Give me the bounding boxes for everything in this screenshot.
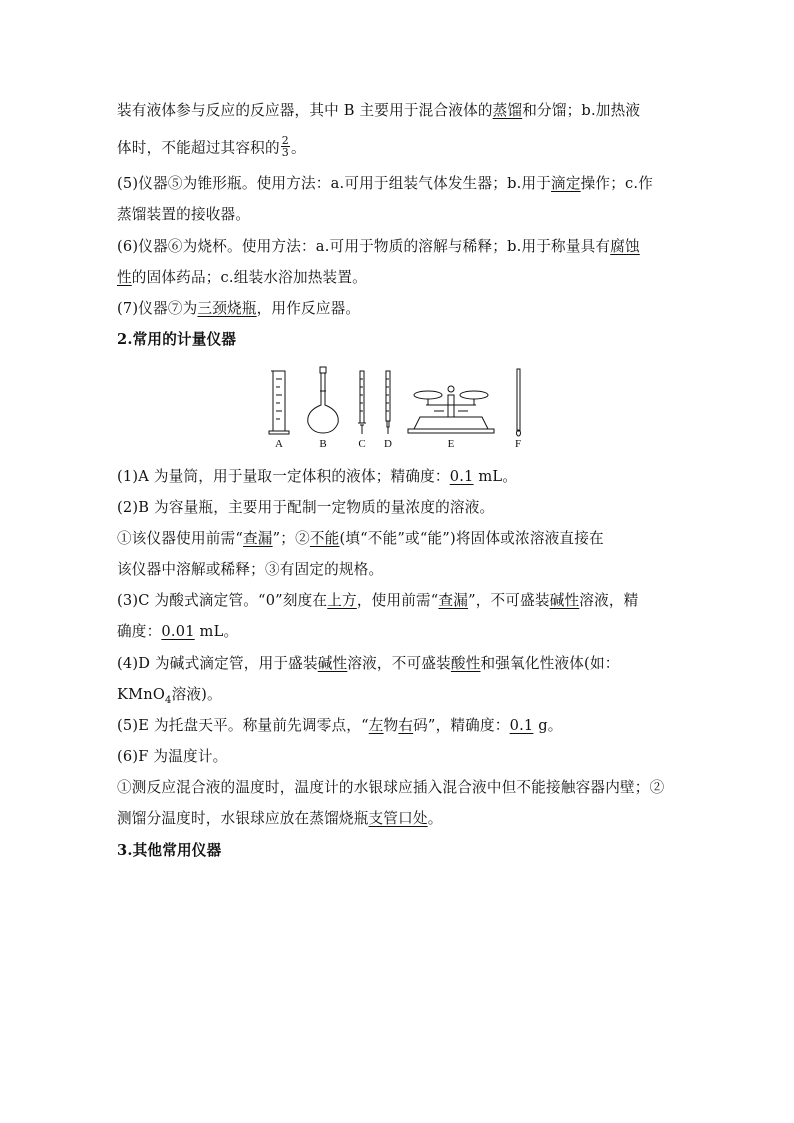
figure-label-c: C bbox=[358, 438, 366, 450]
text: KMnO bbox=[117, 686, 166, 703]
text: (3)C 为酸式滴定管。“0”刻度在 bbox=[117, 592, 328, 609]
text: 溶液，不可盛装 bbox=[347, 655, 451, 672]
paragraph-line-14 bbox=[117, 622, 238, 642]
graduated-cylinder-drawing bbox=[269, 371, 289, 434]
paragraph-line-5 bbox=[117, 237, 640, 257]
text: 确度： bbox=[117, 623, 162, 640]
text: ”；② bbox=[272, 530, 310, 547]
text: 溶液，精 bbox=[579, 592, 639, 609]
underlined-answer: 碱性 bbox=[317, 655, 348, 672]
pan-balance-drawing bbox=[408, 386, 494, 433]
text: ，用作反应器。 bbox=[256, 300, 361, 317]
base-burette-drawing bbox=[386, 371, 390, 434]
subscript: 4 bbox=[165, 694, 172, 706]
paragraph-line-6 bbox=[117, 268, 367, 288]
paragraph-line-1 bbox=[117, 101, 640, 121]
text: 蒸馏装置的接收器。 bbox=[117, 206, 251, 223]
underlined-answer: 上方 bbox=[327, 592, 357, 609]
heading-text: 2.常用的计量仪器 bbox=[117, 331, 237, 348]
figure-label-d: D bbox=[384, 438, 392, 450]
text: ①测反应混合液的温度时，温度计的水银球应插入混合液中但不能接触容器内壁；② bbox=[117, 779, 665, 796]
text: 码”，精确度： bbox=[413, 717, 510, 734]
text: 和强氧化性液体(如： bbox=[480, 655, 620, 672]
paragraph-line-7 bbox=[117, 299, 360, 319]
text: 该仪器中溶解或稀释；③有固定的规格。 bbox=[117, 561, 384, 578]
underlined-answer: 查漏 bbox=[438, 592, 469, 609]
text: ”，不可盛装 bbox=[468, 592, 550, 609]
text: 测馏分温度时，水银球应放在蒸馏烧瓶 bbox=[117, 810, 369, 827]
paragraph-line-18 bbox=[117, 747, 227, 767]
underlined-answer: 酸性 bbox=[450, 655, 481, 672]
text: 。 bbox=[290, 139, 306, 157]
figure-label-b: B bbox=[319, 438, 327, 450]
text: (6)F 为温度计。 bbox=[117, 748, 228, 765]
volumetric-flask-drawing bbox=[308, 367, 338, 433]
text: mL。 bbox=[473, 468, 518, 485]
underlined-answer: 查漏 bbox=[243, 530, 273, 547]
text: (5)仪器⑤为锥形瓶。使用方法：a.可用于组装气体发生器；b.用于 bbox=[117, 175, 552, 192]
text: 和分馏；b.加热液 bbox=[522, 102, 641, 119]
text: 。 bbox=[427, 810, 443, 827]
text: 操作；c.作 bbox=[580, 175, 654, 192]
text: 溶液)。 bbox=[171, 686, 222, 703]
text: (1)A 为量筒，用于量取一定体积的液体；精确度： bbox=[117, 468, 450, 485]
text: (6)仪器⑥为烧杯。使用方法：a.可用于物质的溶解与稀释；b.用于称量具有 bbox=[117, 238, 611, 255]
heading-text: 3.其他常用仪器 bbox=[117, 842, 222, 859]
paragraph-line-13 bbox=[117, 591, 638, 611]
text: mL。 bbox=[194, 623, 239, 640]
paragraph-line-9 bbox=[117, 467, 517, 487]
section-heading-3 bbox=[117, 841, 221, 861]
text: (填“不能”或“能”)将固体或浓溶液直接在 bbox=[339, 530, 604, 547]
figure-label-e: E bbox=[447, 438, 455, 450]
underlined-answer: 腐蚀 bbox=[610, 238, 640, 255]
underlined-answer: 碱性 bbox=[549, 592, 580, 609]
paragraph-line-20 bbox=[117, 809, 442, 829]
underlined-answer: 滴定 bbox=[551, 175, 581, 192]
paragraph-line-3 bbox=[117, 174, 653, 194]
figure-label-a: A bbox=[275, 438, 283, 450]
paragraph-line-16 bbox=[117, 685, 222, 711]
text: 体时，不能超过其容积的 bbox=[117, 139, 280, 157]
text: g。 bbox=[533, 717, 563, 734]
paragraph-line-2 bbox=[117, 134, 306, 160]
paragraph-line-12 bbox=[117, 560, 383, 580]
text: (4)D 为碱式滴定管，用于盛装 bbox=[117, 655, 318, 672]
paragraph-line-17 bbox=[117, 716, 563, 736]
text: (2)B 为容量瓶，主要用于配制一定物质的量浓度的溶液。 bbox=[117, 499, 495, 516]
figure-label-f: F bbox=[514, 438, 522, 450]
fraction-numerator: 2 bbox=[281, 134, 289, 147]
text: 装有液体参与反应的反应器，其中 B 主要用于混合液体的 bbox=[117, 102, 493, 119]
paragraph-line-19 bbox=[117, 778, 664, 798]
underlined-answer: 不能 bbox=[309, 530, 340, 547]
underlined-answer: 支管口处 bbox=[368, 810, 428, 827]
text: 物 bbox=[383, 717, 399, 734]
underlined-answer: 0.01 bbox=[161, 623, 195, 640]
text: (7)仪器⑦为 bbox=[117, 300, 198, 317]
section-heading-2 bbox=[117, 330, 236, 350]
paragraph-line-15 bbox=[117, 654, 620, 674]
thermometer-drawing bbox=[517, 369, 521, 436]
paragraph-line-4 bbox=[117, 205, 250, 225]
fraction bbox=[281, 135, 290, 158]
underlined-answer: 左 bbox=[368, 717, 384, 734]
fraction-denominator: 3 bbox=[281, 146, 289, 159]
paragraph-line-10 bbox=[117, 498, 494, 518]
underlined-answer: 性 bbox=[117, 269, 132, 286]
underlined-answer: 三颈烧瓶 bbox=[197, 300, 257, 317]
acid-burette-drawing bbox=[358, 371, 366, 434]
text: ，使用前需“ bbox=[356, 592, 439, 609]
underlined-answer: 右 bbox=[398, 717, 414, 734]
text: ①该仪器使用前需“ bbox=[117, 530, 244, 547]
underlined-answer: 蒸馏 bbox=[492, 102, 523, 119]
measuring-instruments-figure bbox=[268, 365, 528, 453]
underlined-answer: 0.1 bbox=[509, 717, 534, 734]
paragraph-line-11 bbox=[117, 529, 604, 549]
underlined-answer: 0.1 bbox=[449, 468, 474, 485]
text: 的固体药品；c.组装水浴加热装置。 bbox=[131, 269, 367, 286]
text: (5)E 为托盘天平。称量前先调零点，“ bbox=[117, 717, 369, 734]
